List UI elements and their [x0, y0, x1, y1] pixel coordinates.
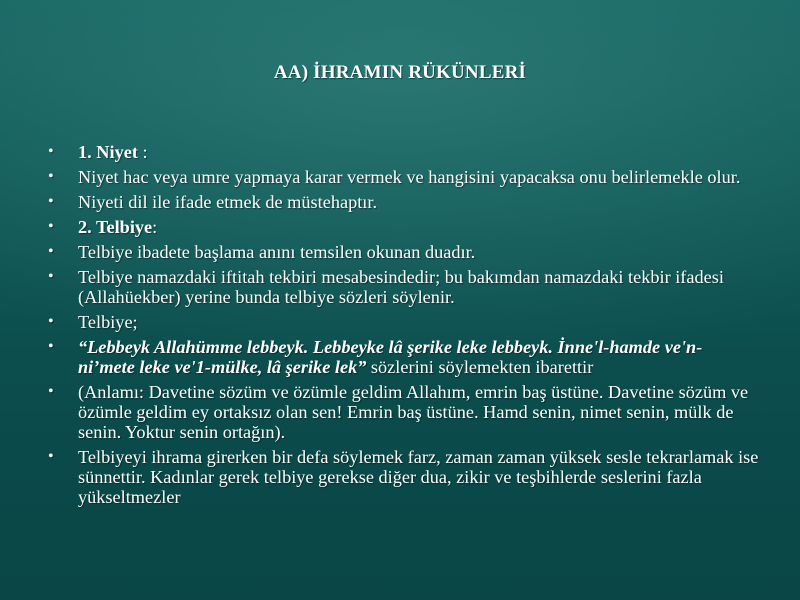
list-item [44, 447, 759, 507]
list-item-meaning [44, 382, 759, 442]
list-item [44, 267, 759, 307]
list-item-text: Telbiye namazdaki iftitah tekbiri mesabesindedir; bu bakımdan namazdaki tekbir ifadesi (Allahüekber) yerine bunda telbiye sözleri söylenir. [78, 267, 724, 307]
telbiye-quote: “Lebbeyk Allahümme lebbeyk. Lebbeyke lâ şerike leke lebbeyk. İnne'l-hamde ve'n-ni’mete leke ve'1-mülke, lâ şerike lek” [78, 337, 703, 377]
bullet-icon: • [48, 193, 54, 210]
list-item-telbiye-heading [44, 217, 759, 237]
list-item-text: Niyet hac veya umre yapmaya karar vermek ve hangisini yapacaksa onu belirlemekle olur. [78, 167, 741, 187]
list-item-telbiye-text [44, 337, 759, 377]
heading-telbiye: 2. Telbiye [78, 217, 153, 237]
bullet-icon: • [48, 243, 54, 260]
list-item-text: : [137, 142, 148, 162]
bullet-icon: • [48, 338, 54, 355]
list-item-text: Telbiye; [78, 312, 138, 332]
bullet-icon: • [48, 168, 54, 185]
list-item-text: sözlerini söylemekten ibarettir [366, 357, 594, 377]
bullet-icon: • [48, 448, 54, 465]
list-item-text: Telbiyeyi ihrama girerken bir defa söylemek farz, zaman zaman yüksek sesle tekrarlamak ise sünnettir. Kadınlar gerek telbiye gerekse diğer dua, zikir ve teşbihlerde seslerini fazla yükseltmezler [78, 447, 759, 507]
list-item [44, 192, 759, 212]
list-item-text: (Anlamı: Davetine sözüm ve özümle geldim Allahım, emrin baş üstüne. Davetine sözüm ve özümle geldim ey ortaksız olan sen! Emrin baş üstüne. Hamd senin, nimet senin, mülk de senin. Yoktur senin ortağın). [78, 382, 749, 442]
list-item [44, 312, 759, 332]
slide-title: AA) İHRAMIN RÜKÜNLERİ [273, 62, 527, 83]
list-item [44, 167, 759, 187]
heading-niyet: 1. Niyet [78, 142, 138, 162]
bullet-icon: • [48, 143, 54, 160]
bullet-icon: • [48, 383, 54, 400]
list-item-text: Niyeti dil ile ifade etmek de müstehaptır. [78, 192, 378, 212]
bullet-icon: • [48, 218, 54, 235]
list-item-niyet-heading [44, 142, 759, 162]
list-item-text: : [152, 217, 158, 237]
bullet-icon: • [48, 313, 54, 330]
list-item [44, 242, 759, 262]
bullet-list [44, 142, 759, 512]
list-item-text: Telbiye ibadete başlama anını temsilen okunan duadır. [78, 242, 476, 262]
bullet-icon: • [48, 268, 54, 285]
